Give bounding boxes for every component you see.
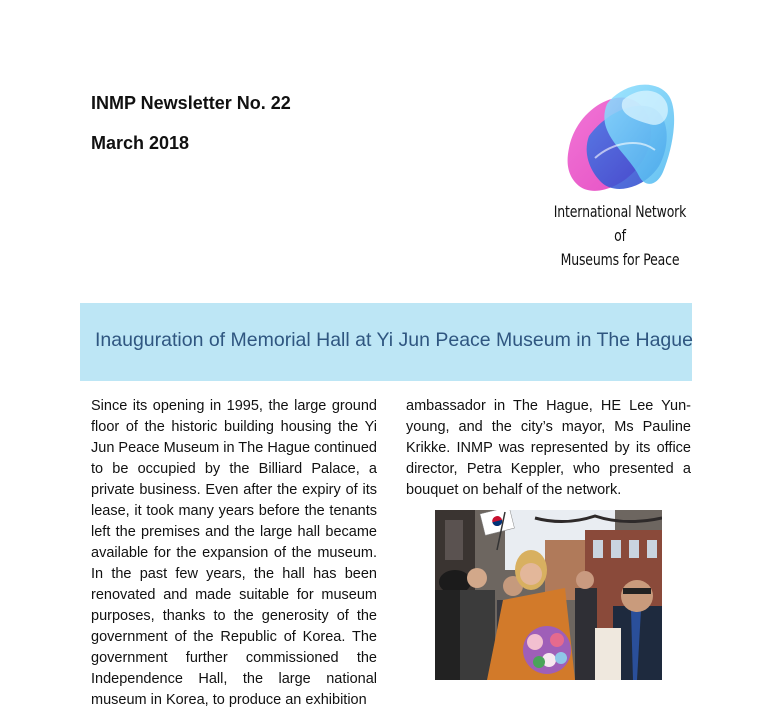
article-banner [80,303,692,381]
article-column-left [91,396,377,711]
inauguration-photo-image [435,510,662,680]
logo-line-2: Museums for Peace [560,250,680,269]
article-paragraph-right: ambassador in The Hague, HE Lee Yun-young, and the city’s mayor, Ms Pauline Krikke. INMP was represented by its office director, Petra Keppler, who presented a bouquet on behalf of the network. [406,398,691,498]
article-title: Inauguration of Memorial Hall at Yi Jun Peace Museum in The Hague [95,329,693,351]
article-column-right [406,396,691,501]
inmp-logo [535,78,705,269]
logo-line-1: International Network of [553,202,687,245]
logo-text [554,200,687,272]
peace-logo-icon [565,78,677,200]
event-photo [435,510,662,680]
article-paragraph-left: Since its opening in 1995, the large ground floor of the historic building housing the Yi Jun Peace Museum in The Hague continued to be occupied by the Billiard Palace, a private business. Even after the expiry of its lease, it took many years before the tenants left the premises and the large hall became available for the expansion of the museum. In the past few years, the hall has been renovated and made suitable for museum purposes, thanks to the generosity of the government of the Republic of Korea. The government further commissioned the Independence Hall, the large national museum in Korea, to produce an exhibition [91,398,377,708]
newsletter-date: March 2018 [91,133,190,153]
newsletter-title: INMP Newsletter No. 22 [91,93,291,113]
